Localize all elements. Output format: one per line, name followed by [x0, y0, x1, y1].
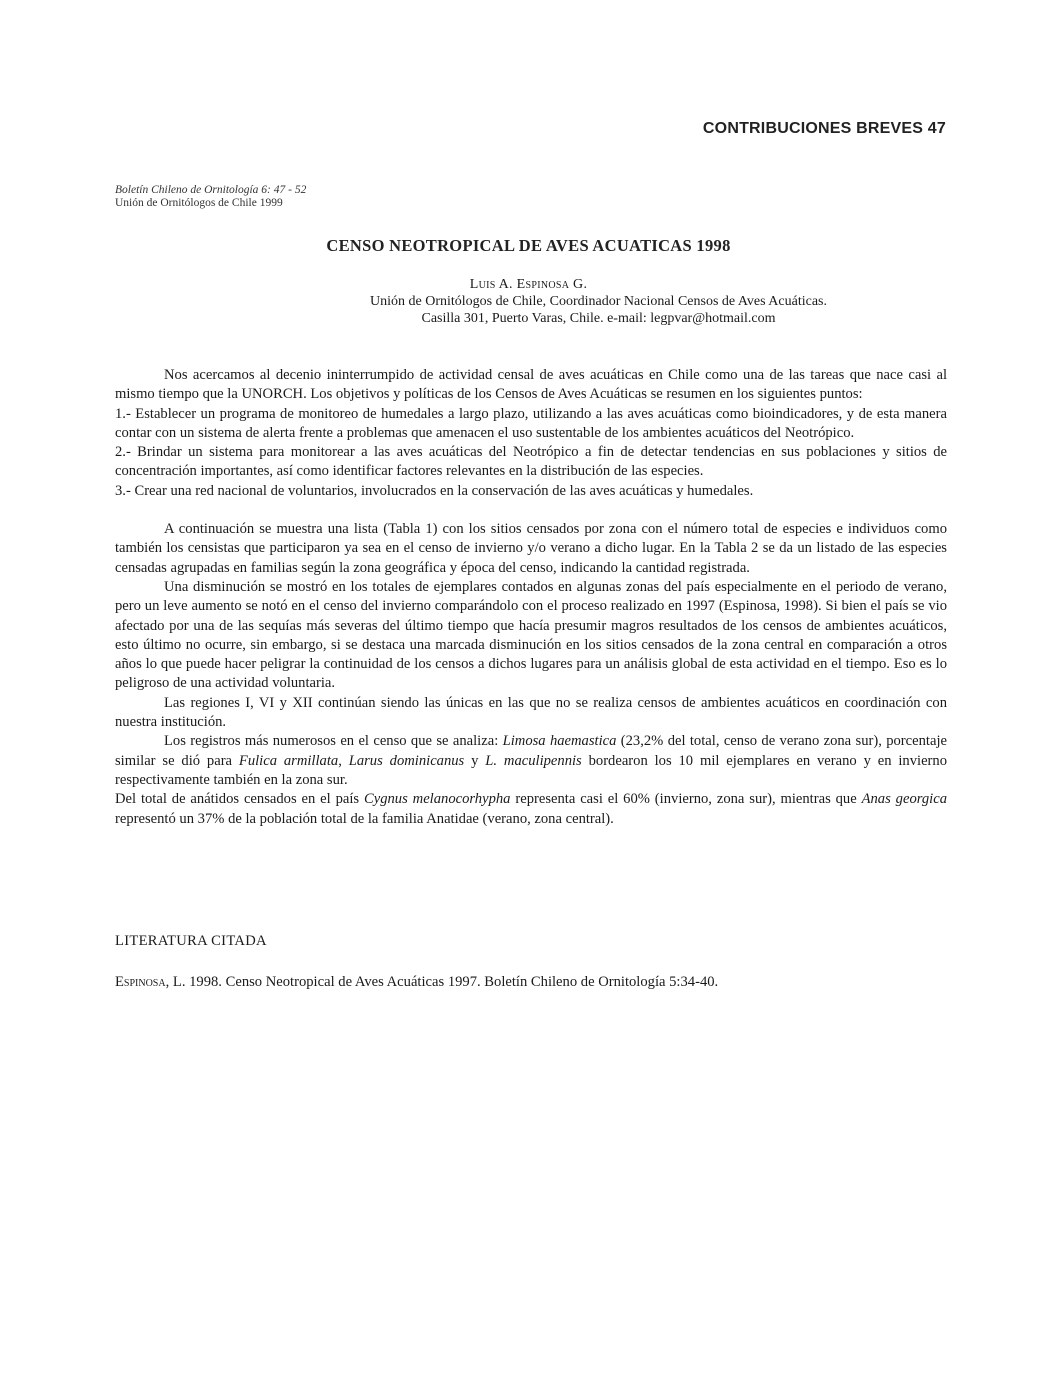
text-run: (23,2% del total, censo de verano zona sur), porcentaje similar se dió para — [115, 733, 947, 769]
paragraph-decline: Una disminución se mostró en los totales de ejemplares contados en algunas zonas del país especialmente en el periodo de verano, pero un leve aumento se notó en el censo del invierno comparándolo con el proceso realizado en 1997 (Espinosa, 1998). Si bien el país se vio afectado por una de las sequías más severas del último tiempo que hacía presumir magros resultados de los censos de ambientes acuáticos, esto último no ocurre, sin embargo, si se destaca una marcada disminución en los sitios censados de la zona central en comparación a otros años lo que puede hacer peligrar la continuidad de los censos a dichos lugares para un análisis global de esta actividad en el tiempo. Eso es lo peligroso de una actividad voluntaria. — [115, 578, 947, 692]
species-name: L. maculipennis — [485, 752, 582, 769]
reference-text: , L. 1998. Censo Neotropical de Aves Acuáticas 1997. Boletín Chileno de Ornitología 5:34-40. — [165, 974, 719, 990]
species-name: Limosa haemastica — [502, 733, 617, 750]
reference-entry — [115, 974, 718, 991]
text-run: bordearon los 10 mil ejemplares en verano y en invierno respectivamente también en la zona sur. — [115, 752, 948, 788]
publisher-line: Unión de Ornitólogos de Chile 1999 — [115, 197, 283, 209]
species-name: Cygnus melanocorhypha — [363, 791, 511, 808]
text-run: representó un 37% de la población total de la familia Anatidae (verano, zona central). — [115, 810, 614, 827]
objective-item-3: 3.- Crear una red nacional de voluntarios, involucrados en la conservación de las aves acuáticas y humedales. — [115, 482, 754, 499]
species-name: Fulica armillata — [238, 752, 339, 769]
article-body — [115, 366, 947, 829]
author-name: Luis A. Espinosa G. — [469, 277, 588, 292]
author-address: Casilla 301, Puerto Varas, Chile. e-mail: legpvar@hotmail.com — [421, 311, 776, 326]
paragraph-anatids — [115, 790, 947, 829]
reference-author: Espinosa — [115, 974, 166, 990]
running-head: CONTRIBUCIONES BREVES 47 — [702, 120, 946, 137]
text-run: representa casi el 60% (invierno, zona sur), mientras que — [510, 791, 862, 808]
article-title: CENSO NEOTROPICAL DE AVES ACUATICAS 1998 — [326, 236, 731, 255]
species-name: Larus dominicanus — [348, 752, 465, 769]
paragraph-regions: Las regiones I, VI y XII continúan siendo las únicas en las que no se realiza censos de ambientes acuáticos en coordinación con nuestra institución. — [115, 694, 947, 731]
literature-heading: LITERATURA CITADA — [115, 933, 267, 949]
paragraph-tables: A continuación se muestra una lista (Tabla 1) con los sitios censados por zona con el número total de especies e individuos como también los censistas que participaron ya sea en el censo de invierno y/o verano a dicho lugar. En la Tabla 2 se da un listado de las especies censadas agrupadas en familias según la zona geográfica y época del censo, indicando la cantidad registrada. — [115, 521, 947, 576]
objective-item-2: 2.- Brindar un sistema para monitorear a las aves acuáticas del Neotrópico a fin de detectar tendencias en sus poblaciones y sitios de concentración importantes, así como identificar factores relevantes en la distribución de las especies. — [115, 444, 947, 480]
paragraph-records — [115, 732, 947, 790]
text-run: y — [464, 752, 486, 769]
author-affiliation: Unión de Ornitólogos de Chile, Coordinador Nacional Censos de Aves Acuáticas. — [370, 294, 827, 309]
text-run: Del total de anátidos censados en el país — [115, 791, 364, 808]
paragraph-intro: Nos acercamos al decenio ininterrumpido de actividad censal de aves acuáticas en Chile como una de las tareas que nace casi al mismo tiempo que la UNORCH. Los objetivos y políticas de los Censos de Aves Acuáticas se resumen en los siguientes puntos: — [115, 367, 947, 403]
journal-name: Boletín Chileno de Ornitología 6: 47 - 52 — [115, 184, 307, 196]
journal-citation — [115, 184, 306, 210]
author-block — [0, 276, 1057, 327]
text-run: , — [338, 752, 349, 769]
species-name: Anas georgica — [861, 791, 947, 808]
text-run: Los registros más numerosos en el censo que se analiza: — [164, 733, 503, 750]
objective-item-1: 1.- Establecer un programa de monitoreo de humedales a largo plazo, utilizando a las aves acuáticas como bioindicadores, y de esta manera contar con un sistema de alerta frente a problemas que amenacen el uso sustentable de los ambientes acuáticos del Neotrópico. — [115, 405, 947, 441]
